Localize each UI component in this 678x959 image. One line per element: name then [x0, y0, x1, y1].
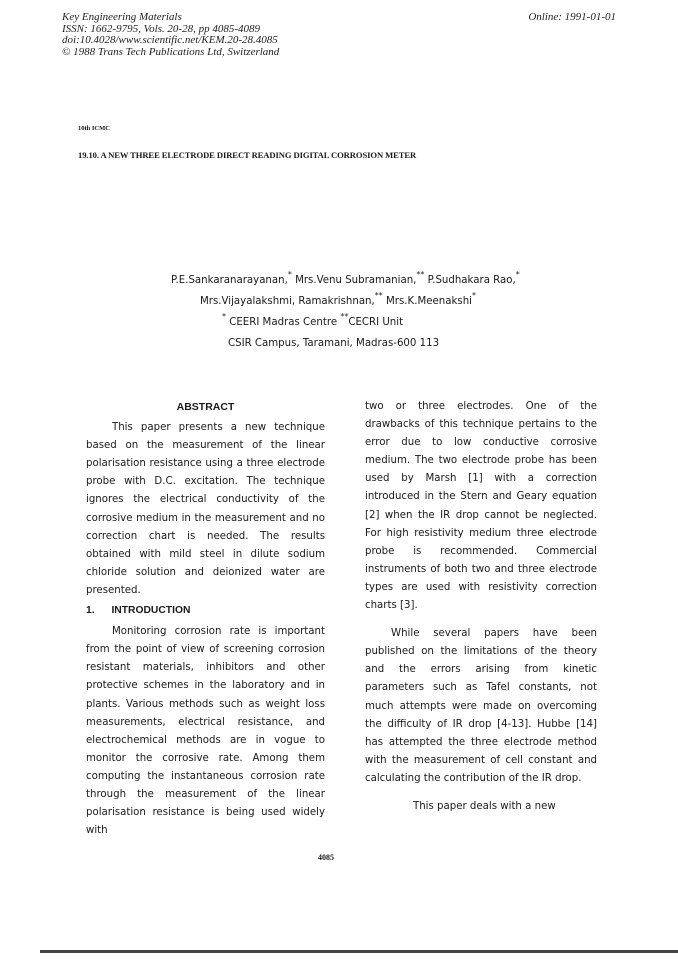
affiliation-mark: *	[471, 291, 476, 300]
author-name: P.E.Sankaranarayanan,	[171, 275, 288, 286]
conference-label: 10th ICMC	[78, 125, 110, 132]
author-line-1	[100, 270, 600, 291]
left-column	[86, 398, 325, 840]
introduction-paragraph-3: While several papers have been published on the limitations of the theory and the errors arising from kinetic parameters such as Tafel constants, not much attempts were made on overcoming the difficulty of IR drop [4-13]. Hubbe [14] has attempted the three electrode method with the measurement of cell constant and calculating the contribution of the IR drop.	[365, 628, 597, 784]
author-block	[100, 270, 600, 354]
affiliation-mark: **	[374, 291, 383, 300]
affiliation-cecri: CECRI Unit	[348, 317, 404, 328]
author-name: Mrs.Venu Subramanian,	[295, 275, 417, 286]
affiliation-line	[100, 312, 600, 333]
introduction-paragraph-4: This paper deals with a new	[413, 800, 556, 812]
right-column	[365, 398, 597, 816]
author-name: P.Sudhakara Rao,	[427, 275, 516, 286]
online-date: Online: 1991-01-01	[528, 11, 616, 23]
journal-name: Key Engineering Materials	[62, 11, 182, 23]
page-number: 4085	[318, 853, 334, 862]
address-line: CSIR Campus, Taramani, Madras-600 113	[228, 338, 440, 349]
abstract-text: This paper presents a new technique based on the measurement of the linear polarisation resistance using a three electrode probe with D.C. excitation. The technique ignores the electrical conductivity of the corrosive medium in the measurement and no correction chart is needed. The results obtained with mild steel in dilute sodium chloride solution and deionized water are presented.	[86, 422, 325, 596]
affiliation-mark: *	[222, 312, 226, 321]
issn-line: ISSN: 1662-9795, Vols. 20-28, pp 4085-4089	[62, 22, 260, 35]
introduction-paragraph-1: Monitoring corrosion rate is important from the point of view of screening corrosion resistant materials, inhibitors and other protective schemes in the laboratory and in plants. Various methods such as weight loss measurements, electrical resistance, and electrochemical methods are in vogue to monitor the corrosive rate. Among them computing the instantaneous corrosion rate through the measurement of the linear polarisation resistance is being used widely with	[86, 626, 325, 837]
doi-line[interactable]: doi:10.4028/www.scientific.net/KEM.20-28.4085	[62, 34, 278, 46]
copyright-line: © 1988 Trans Tech Publications Ltd, Switzerland	[62, 45, 280, 58]
introduction-paragraph-2: two or three electrodes. One of the drawbacks of this technique pertains to the error due to low conductive corrosive medium. The two electrode probe has been used by Marsh [1] with a correction introduced in the Stern and Geary equation [2] when the IR drop cannot be neglected. For high resistivity medium three electrode probe is recommended. Commercial instruments of both two and three electrode types are used with resistivity correction charts [3].	[365, 401, 597, 612]
citation-header	[62, 12, 616, 58]
author-name: Mrs.Vijayalakshmi, Ramakrishnan,	[200, 296, 375, 307]
affiliation-mark: *	[287, 270, 292, 279]
paper-title: 19.10. A NEW THREE ELECTRODE DIRECT READING DIGITAL CORROSION METER	[78, 150, 417, 160]
abstract-heading: ABSTRACT	[176, 401, 235, 413]
bottom-rule	[40, 950, 678, 953]
affiliation-mark: **	[416, 270, 425, 279]
affiliation-mark: *	[515, 270, 520, 279]
introduction-heading: 1. INTRODUCTION	[86, 605, 191, 617]
affiliation-mark: **	[340, 312, 349, 321]
author-line-2	[100, 291, 600, 312]
affiliation-ceeri: CEERI Madras Centre	[229, 317, 338, 328]
author-name: Mrs.K.Meenakshi	[386, 296, 472, 307]
